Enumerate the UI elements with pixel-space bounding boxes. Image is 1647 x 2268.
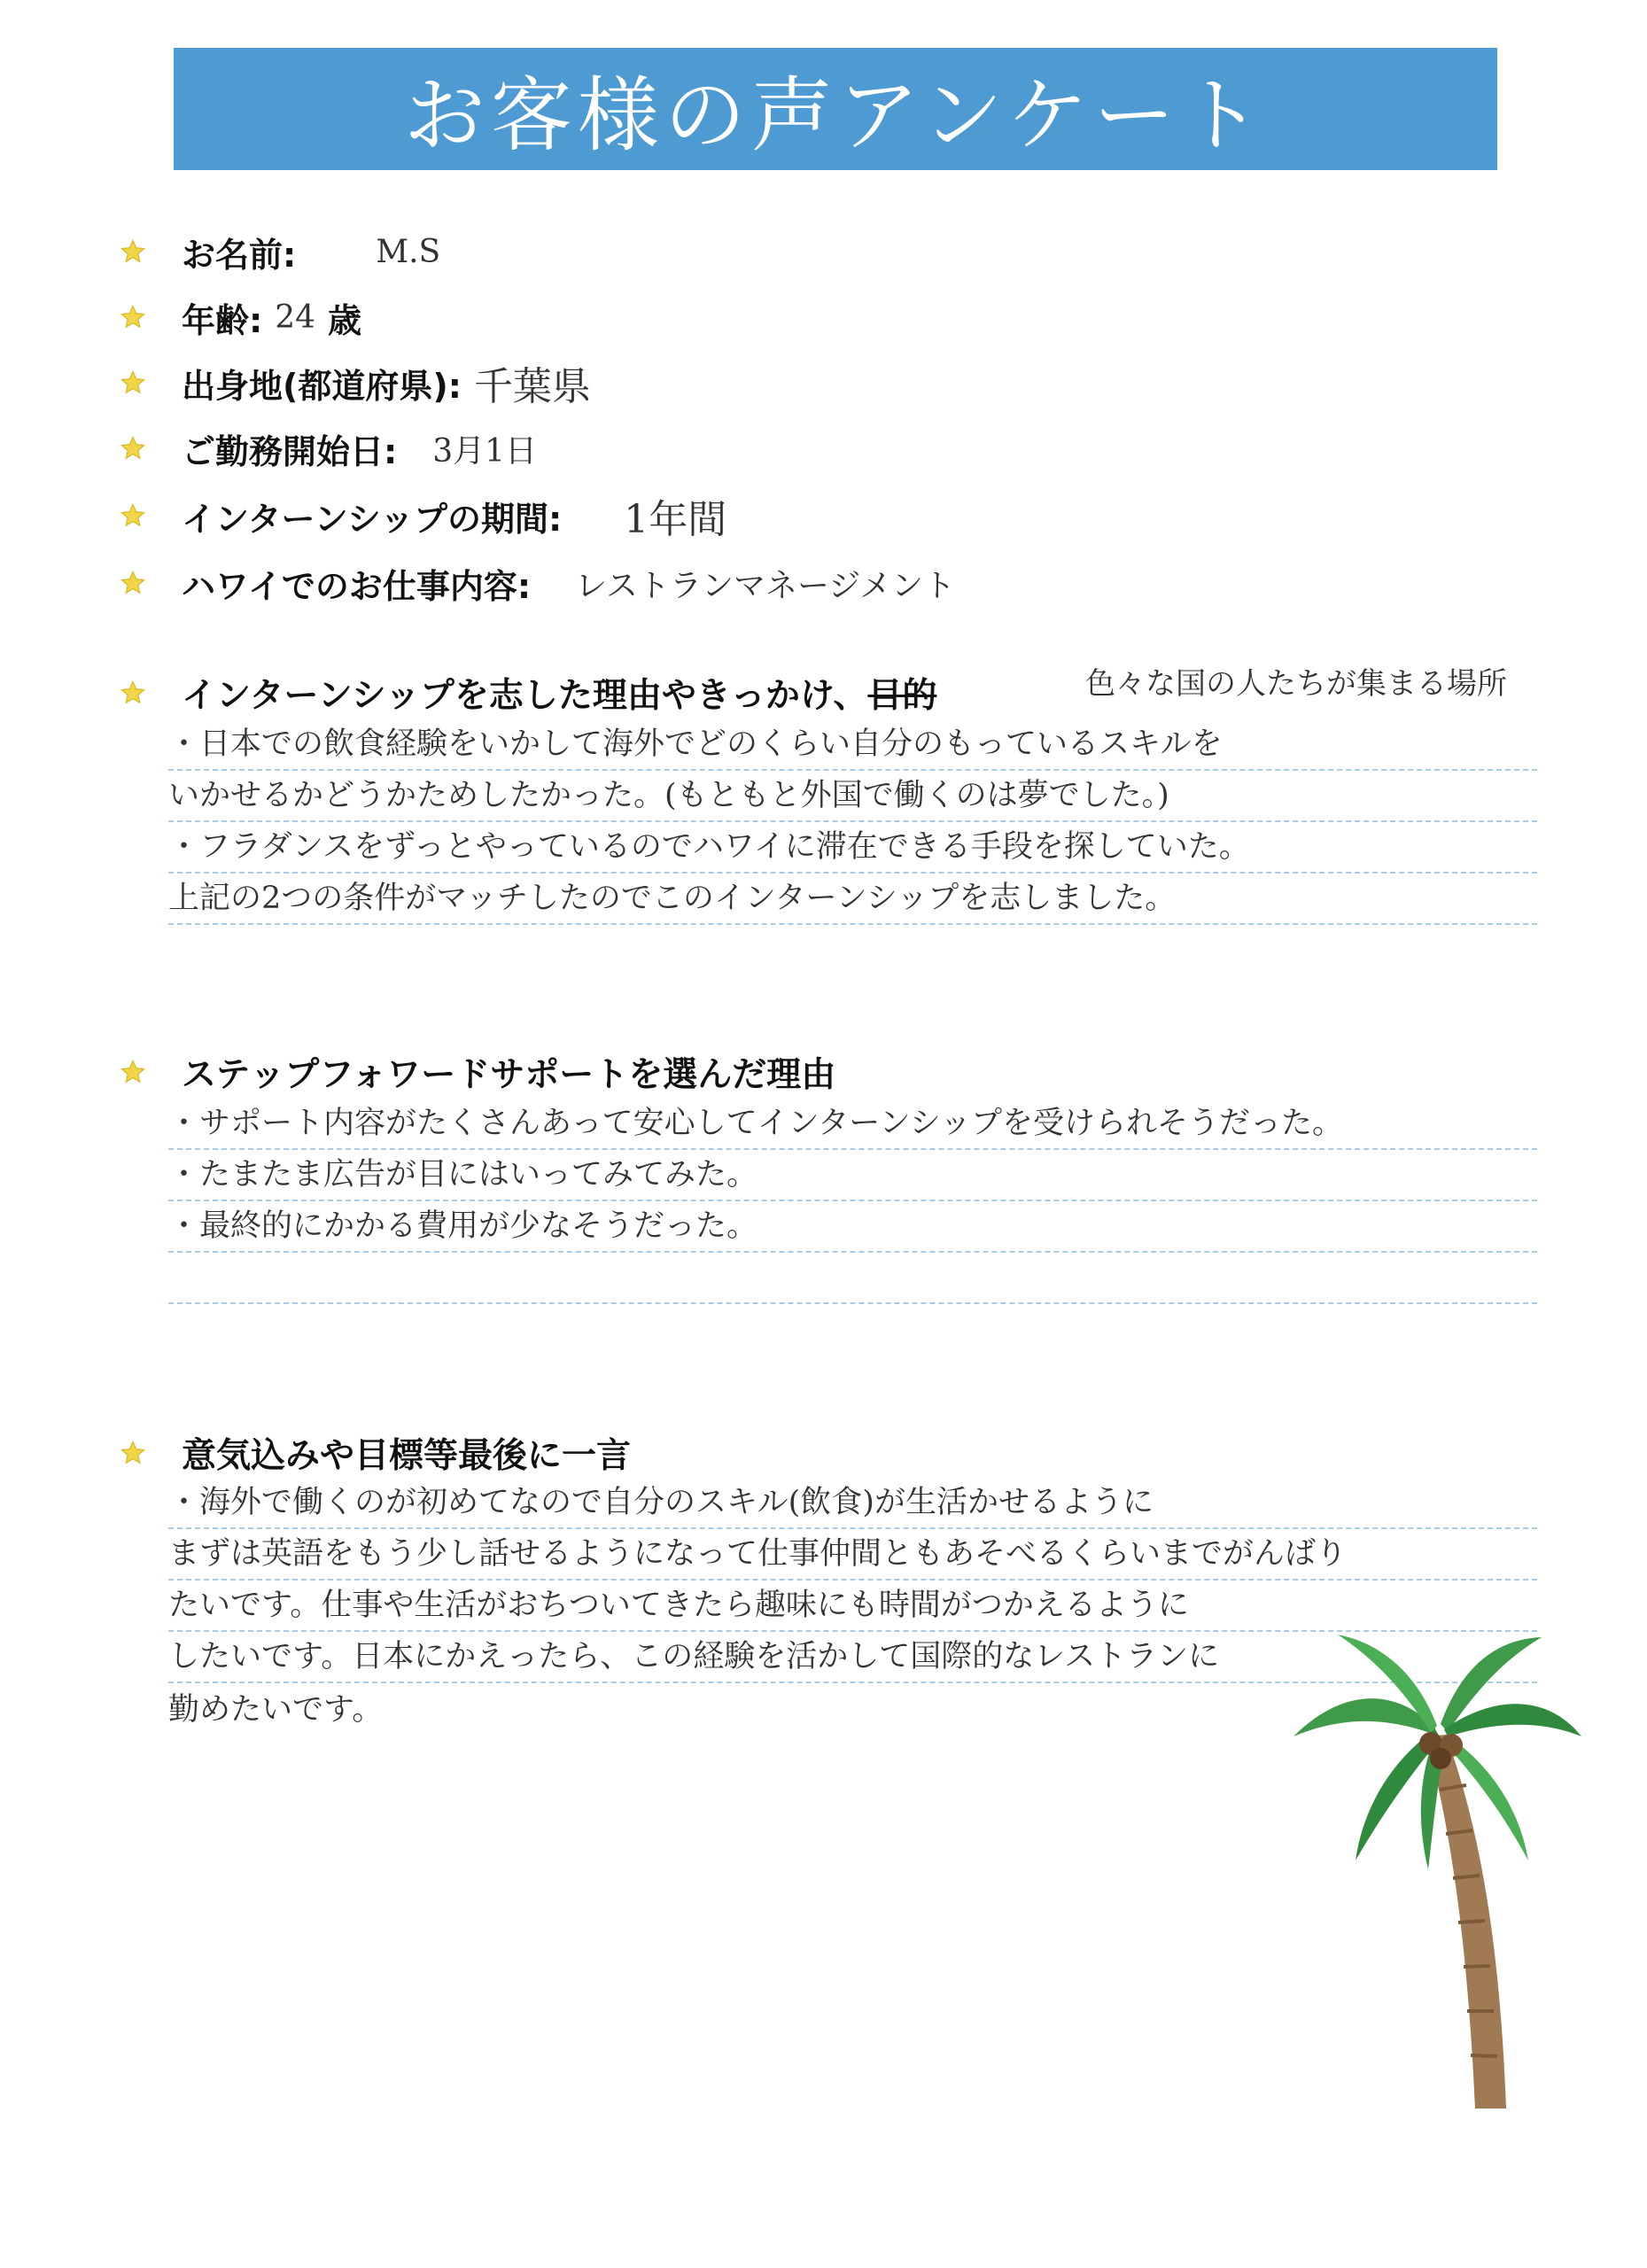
- answer-line: したいです。日本にかえったら、この経験を活かして国際的なレストランに: [168, 1632, 1537, 1683]
- answer-line: まずは英語をもう少し話せるようになって仕事仲間ともあそべるくらいまでがんばり: [168, 1529, 1537, 1581]
- question-1-margin-note: 色々な国の人たちが集まる場所: [1085, 666, 1507, 702]
- field-label: 出身地(都道府県):: [182, 366, 462, 406]
- star-icon: [120, 1059, 146, 1085]
- answer-line: ・日本での飲食経験をいかして海外でどのくらい自分のもっているスキルを: [168, 719, 1537, 771]
- answer-line: ・たまたま広告が目にはいってみてみた。: [168, 1150, 1537, 1201]
- question-2-heading: [120, 1045, 835, 1099]
- field-value: M.S: [376, 233, 441, 270]
- title-banner: [174, 48, 1497, 170]
- question-3-heading-text: 意気込みや目標等最後に一言: [182, 1436, 632, 1476]
- question-3-heading: [120, 1426, 631, 1480]
- answer-line: 上記の2つの条件がマッチしたのでこのインターンシップを志しました。: [168, 874, 1537, 925]
- palm-tree-icon: [1285, 1630, 1586, 2109]
- question-1-answer: [168, 719, 1537, 925]
- field-label: ハワイでのお仕事内容:: [182, 566, 532, 606]
- answer-line: たいです。仕事や生活がおちついてきたら趣味にも時間がつかえるように: [168, 1581, 1537, 1632]
- star-icon: [120, 1440, 146, 1466]
- star-icon: [120, 369, 146, 396]
- field-label: ご勤務開始日:: [182, 431, 398, 471]
- star-icon: [120, 238, 146, 265]
- answer-line: いかせるかどうかためしたかった。(もともと外国で働くのは夢でした。): [168, 771, 1537, 822]
- star-icon: [120, 570, 146, 596]
- field-age: [120, 291, 361, 344]
- star-icon: [120, 304, 146, 330]
- field-value: 3月1日: [432, 432, 538, 470]
- field-value: 千葉県: [473, 364, 591, 409]
- field-label: インターンシップの期間:: [182, 499, 563, 539]
- answer-line: ・最終的にかかる費用が少なそうだった。: [168, 1201, 1537, 1253]
- field-value: 24: [275, 299, 316, 336]
- question-1-heading-text: インターンシップを志した理由やきっかけ、: [182, 676, 868, 716]
- question-1-heading: [120, 666, 936, 719]
- field-label: 年齢:: [182, 300, 263, 340]
- field-name: [120, 225, 440, 278]
- answer-line: ・フラダンスをずっとやっているのでハワイに滞在できる手段を探していた。: [168, 822, 1537, 874]
- field-label: お名前:: [182, 235, 297, 275]
- field-internship-period: [120, 489, 726, 542]
- answer-line: 勤めたいです。: [168, 1692, 384, 1728]
- star-icon: [120, 680, 146, 706]
- field-value: 1年間: [624, 497, 727, 542]
- field-job-description: [120, 556, 955, 610]
- field-start-date: [120, 422, 537, 475]
- star-icon: [120, 435, 146, 462]
- field-value: レストランマネージメント: [575, 567, 956, 604]
- answer-line: ・海外で働くのが初めてなので自分のスキル(飲食)が生活かせるように: [168, 1478, 1537, 1529]
- question-1-heading-struck: 目的: [867, 676, 937, 716]
- field-hometown: [120, 356, 591, 409]
- field-suffix: 歳: [328, 300, 362, 340]
- answer-line: [168, 1253, 1537, 1304]
- page-title: お客様の声アンケート: [403, 68, 1268, 163]
- star-icon: [120, 502, 146, 529]
- question-2-answer: [168, 1099, 1537, 1304]
- question-2-heading-text: ステップフォワードサポートを選んだ理由: [182, 1055, 836, 1095]
- answer-line: ・サポート内容がたくさんあって安心してインターンシップを受けられそうだった。: [168, 1099, 1537, 1150]
